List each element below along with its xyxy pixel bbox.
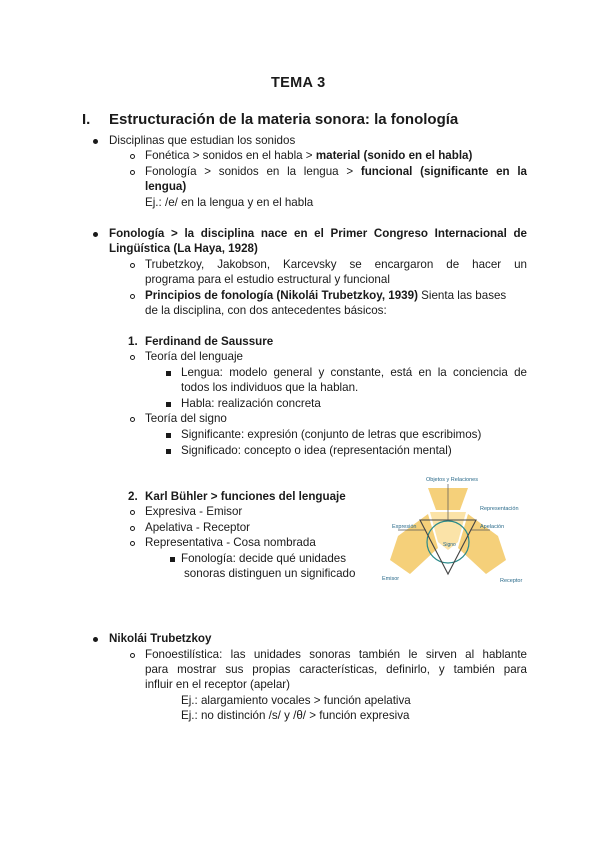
- label-representacion: Representación: [480, 506, 519, 512]
- label-emisor: Emisor: [382, 576, 400, 582]
- principios-line: [145, 288, 506, 304]
- fono-line-1: Fonoestilística: las unidades sonoras también le sirven al hablante: [145, 648, 527, 661]
- apelativa-line: Apelativa - Receptor: [145, 521, 251, 534]
- fono-line-3: influir en el receptor (apelar): [145, 678, 290, 691]
- saussure-number: 1.: [128, 335, 138, 348]
- ejemplo-expresiva: Ej.: no distinción /s/ y /θ/ > función expresiva: [181, 709, 410, 722]
- blade-right: [458, 514, 506, 574]
- label-signo: Signo: [443, 542, 456, 548]
- fonetica-bold: material (sonido en el habla): [315, 149, 473, 162]
- principios-line-2: de la disciplina, con dos antecedentes básicos:: [145, 304, 387, 317]
- fonetica-text: Fonética > sonidos en el habla >: [145, 149, 316, 162]
- bullet-square: [166, 433, 171, 438]
- principios-rest: Sienta las bases: [417, 289, 507, 302]
- fonologia-decide-2: sonoras distinguen un significado: [184, 567, 356, 580]
- expresiva-line: Expresiva - Emisor: [145, 505, 243, 518]
- significante-line: Significante: expresión (conjunto de letras que escribimos): [181, 428, 482, 441]
- bullet-circle: [130, 417, 135, 422]
- label-apelacion: Apelación: [480, 524, 505, 530]
- principios-bold: Principios de fonología (Nikolái Trubetzkoy, 1939): [145, 289, 418, 302]
- bullet-dot: [93, 637, 98, 642]
- bullet-circle: [130, 510, 135, 515]
- bullet-square: [166, 402, 171, 407]
- fonologia-line: [145, 164, 527, 180]
- significado-line: Significado: concepto o idea (representación mental): [181, 444, 452, 457]
- nikolai-heading: Nikolái Trubetzkoy: [109, 632, 212, 645]
- bullet-square: [170, 557, 175, 562]
- organon-diagram: [368, 470, 528, 588]
- trubetzkoy-line-2: programa para el estudio estructural y funcional: [145, 273, 390, 286]
- bullet-circle: [130, 526, 135, 531]
- fonologia-heading-1: Fonología > la disciplina nace en el Primer Congreso Internacional de: [109, 227, 527, 240]
- label-receptor: Receptor: [500, 578, 523, 584]
- label-objetos: Objetos y Relaciones: [426, 477, 478, 483]
- buhler-number: 2.: [128, 490, 138, 503]
- bullet-circle: [130, 653, 135, 658]
- fonologia-bold-cont: lengua): [145, 180, 187, 193]
- bullet-circle: [130, 541, 135, 546]
- habla-line: Habla: realización concreta: [181, 397, 321, 410]
- fonetica-line: [145, 148, 472, 164]
- fonologia-text: Fonología > sonidos en la lengua >: [145, 165, 361, 178]
- fonologia-heading-2: Lingüística (La Haya, 1928): [109, 242, 258, 255]
- bullet-dot: [93, 139, 98, 144]
- representativa-line: Representativa - Cosa nombrada: [145, 536, 316, 549]
- fono-line-2: para mostrar sus propias características, definirlo, y también para: [145, 663, 527, 676]
- bullet-circle: [130, 294, 135, 299]
- bullet-circle: [130, 154, 135, 159]
- lengua-line-2: todos los individuos que la hablan.: [181, 381, 359, 394]
- teoria-lenguaje: Teoría del lenguaje: [145, 350, 243, 363]
- trubetzkoy-line-1: Trubetzkoy, Jakobson, Karcevsky se encargaron de hacer un: [145, 258, 527, 271]
- saussure-heading: Ferdinand de Saussure: [145, 335, 274, 348]
- teoria-signo: Teoría del signo: [145, 412, 227, 425]
- lengua-line-1: Lengua: modelo general y constante, está en la conciencia de: [181, 366, 527, 379]
- buhler-heading: Karl Bühler > funciones del lenguaje: [145, 490, 346, 503]
- bullet-square: [166, 371, 171, 376]
- fonologia-decide-1: Fonología: decide qué unidades: [181, 552, 347, 565]
- label-expresion: Expresión: [392, 524, 417, 530]
- bullet-dot: [93, 232, 98, 237]
- blade-left: [390, 514, 438, 574]
- bullet-circle: [130, 170, 135, 175]
- ejemplo-e: Ej.: /e/ en la lengua y en el habla: [145, 196, 314, 209]
- page-title: TEMA 3: [271, 75, 326, 91]
- fonologia-bold: funcional (significante en la: [360, 165, 528, 178]
- disciplinas-label: Disciplinas que estudian los sonidos: [109, 134, 296, 147]
- section-numeral: I.: [82, 111, 91, 128]
- bullet-circle: [130, 355, 135, 360]
- ejemplo-apelativa: Ej.: alargamiento vocales > función apelativa: [181, 694, 411, 707]
- section-heading: Estructuración de la materia sonora: la fonología: [109, 111, 459, 128]
- bullet-square: [166, 449, 171, 454]
- bullet-circle: [130, 263, 135, 268]
